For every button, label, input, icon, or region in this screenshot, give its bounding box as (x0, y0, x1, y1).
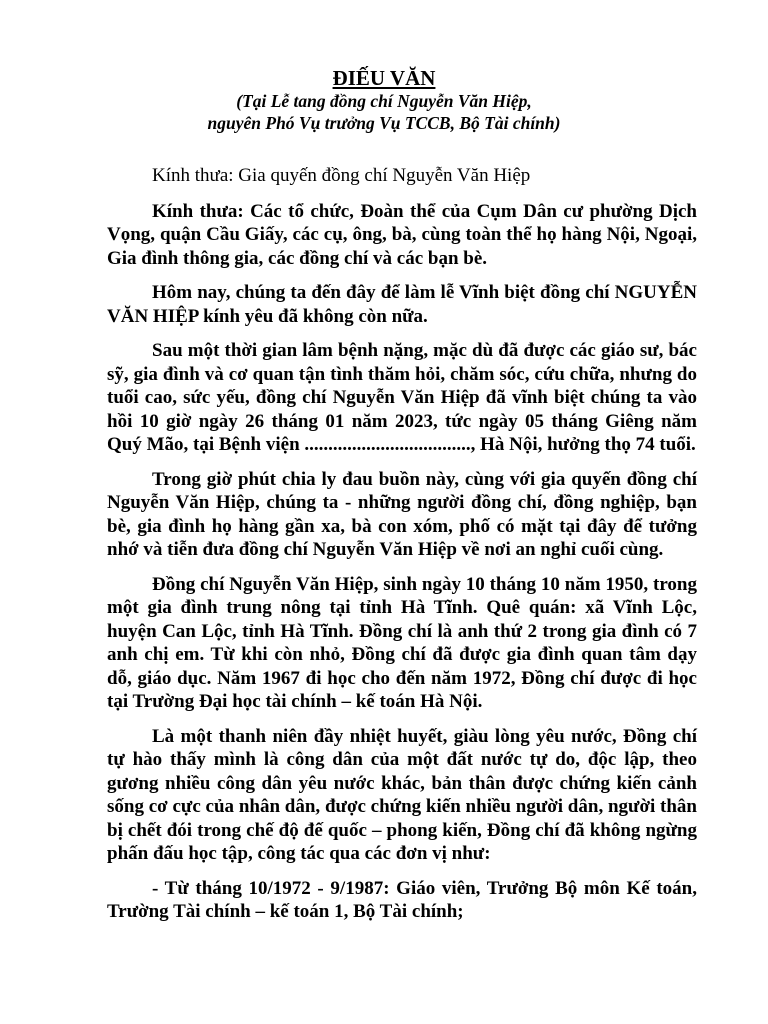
document-subtitle-line-2: nguyên Phó Vụ trưởng Vụ TCCB, Bộ Tài chính) (207, 113, 561, 133)
paragraph-greeting-organizations: Kính thưa: Các tổ chức, Đoàn thể của Cụm Dân cư phường Dịch Vọng, quận Cầu Giấy, các cụ, ông, bà, cùng toàn thể họ hàng Nội, Ngoại, Gia đình thông gia, các đồng chí và các bạn bè. (107, 200, 697, 269)
paragraph-greeting-family: Kính thưa: Gia quyến đồng chí Nguyễn Văn Hiệp (152, 165, 531, 186)
document-header (0, 66, 768, 134)
paragraph-passing: Sau một thời gian lâm bệnh nặng, mặc dù đã được các giáo sư, bác sỹ, gia đình và cơ quan tận tình thăm hỏi, chăm sóc, cứu chữa, nhưng do tuổi cao, sức yếu, đồng chí Nguyễn Văn Hiệp đã vĩnh biệt chúng ta vào hồi 10 giờ ngày 26 tháng 01 năm 2023, tức ngày 05 tháng Giêng năm Quý Mão, tại Bệnh viện ..................................., Hà Nội, hưởng thọ 74 tuổi. (107, 340, 697, 455)
document-body (107, 164, 697, 935)
paragraph-biography: Đồng chí Nguyễn Văn Hiệp, sinh ngày 10 tháng 10 năm 1950, trong một gia đình trung nông tại tỉnh Hà Tĩnh. Quê quán: xã Vĩnh Lộc, huyện Can Lộc, tỉnh Hà Tĩnh. Đồng chí là anh thứ 2 trong gia đình có 7 anh chị em. Từ khi còn nhỏ, Đồng chí đã được gia đình quan tâm dạy dỗ, giáo dục. Năm 1967 đi học cho đến năm 1972, Đồng chí được đi học tại Trường Đại học tài chính – kế toán Hà Nội. (107, 573, 697, 712)
paragraph-career-intro: Là một thanh niên đầy nhiệt huyết, giàu lòng yêu nước, Đồng chí tự hào thấy mình là công dân của một đất nước tự do, độc lập, theo gương nhiều công dân yêu nước khác, bản thân được chứng kiến cảnh sống cơ cực của nhân dân, được chứng kiến nhiều người dân, người thân bị chết đói trong chế độ đế quốc – phong kiến, Đồng chí đã không ngừng phấn đấu học tập, công tác qua các đơn vị như: (107, 725, 697, 864)
document-subtitle-line-1: (Tại Lễ tang đồng chí Nguyễn Văn Hiệp, (236, 91, 532, 111)
paragraph-remembrance: Trong giờ phút chia ly đau buồn này, cùng với gia quyến đồng chí Nguyễn Văn Hiệp, chúng ta - những người đồng chí, đồng nghiệp, bạn bè, gia đình họ hàng gần xa, bà con xóm, phố có mặt tại đây để tưởng nhớ và tiễn đưa đồng chí Nguyễn Văn Hiệp về nơi an nghỉ cuối cùng. (107, 468, 697, 560)
document-title: ĐIẾU VĂN (332, 66, 436, 90)
paragraph-farewell-intro: Hôm nay, chúng ta đến đây để làm lễ Vĩnh biệt đồng chí NGUYỄN VĂN HIỆP kính yêu đã không còn nữa. (107, 282, 697, 327)
paragraph-career-item-1: - Từ tháng 10/1972 - 9/1987: Giáo viên, Trưởng Bộ môn Kế toán, Trường Tài chính – kế toán 1, Bộ Tài chính; (107, 877, 697, 922)
